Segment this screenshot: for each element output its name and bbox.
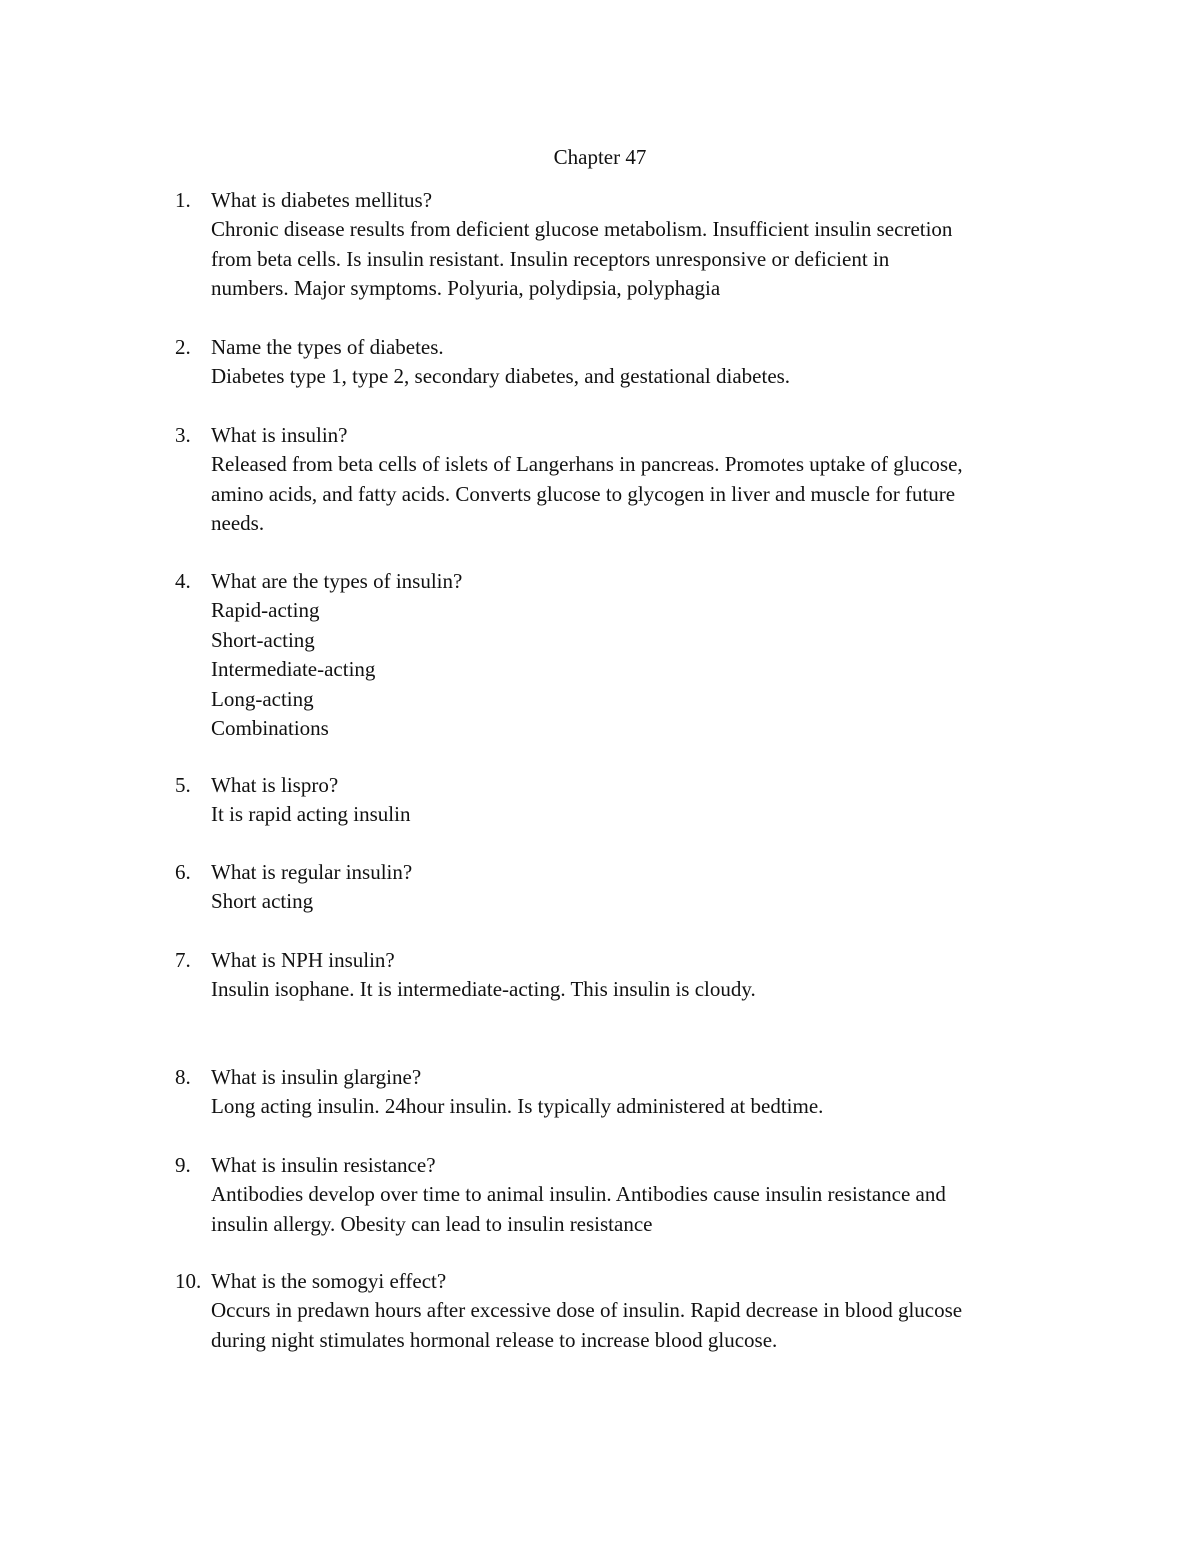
item-body [211,1151,1071,1239]
answer-line: Short acting [211,889,314,914]
item-number: 6. [175,860,191,884]
item-body [211,567,1071,743]
question-text: What is insulin resistance? [211,1153,436,1177]
question-text: What is insulin glargine? [211,1065,422,1089]
answer-line: amino acids, and fatty acids. Converts glucose to glycogen in liver and muscle for future [211,481,956,506]
question-text: Name the types of diabetes. [211,335,444,359]
item-number: 5. [175,773,191,797]
answer-line: from beta cells. Is insulin resistant. Insulin receptors unresponsive or deficient in [211,246,890,271]
page-title: Chapter 47 [553,145,647,169]
answer-line: Chronic disease results from deficient glucose metabolism. Insufficient insulin secretion [211,217,953,242]
item-body [211,1267,1071,1355]
question-text: What are the types of insulin? [211,569,463,593]
answer-line: Long-acting [211,686,314,711]
item-number: 2. [175,335,191,359]
item-number: 7. [175,948,191,972]
item-number: 3. [175,423,191,447]
answer-line: Intermediate-acting [211,657,376,682]
item-body [211,858,1071,917]
answer-line: Insulin isophane. It is intermediate-acting. This insulin is cloudy. [211,977,756,1002]
item-number: 1. [175,188,191,212]
answer-line: It is rapid acting insulin [211,802,411,827]
question-text: What is the somogyi effect? [211,1269,447,1293]
item-number: 9. [175,1153,191,1177]
item-number: 10. [175,1269,202,1293]
answer-line: during night stimulates hormonal release to increase blood glucose. [211,1327,778,1352]
item-body [211,333,1071,392]
answer-line: Occurs in predawn hours after excessive dose of insulin. Rapid decrease in blood glucose [211,1298,963,1323]
item-body [211,946,1071,1005]
answer-line: Released from beta cells of islets of Langerhans in pancreas. Promotes uptake of glucose, [211,452,963,477]
item-body [211,771,1071,830]
item-body [211,186,1071,304]
answer-line: insulin allergy. Obesity can lead to insulin resistance [211,1211,653,1236]
question-text: What is regular insulin? [211,860,413,884]
answer-line: numbers. Major symptoms. Polyuria, polydipsia, polyphagia [211,276,721,301]
answer-line: Rapid-acting [211,598,320,623]
item-body [211,421,1071,539]
answer-line: Long acting insulin. 24hour insulin. Is typically administered at bedtime. [211,1094,824,1119]
item-body [211,1063,1071,1122]
question-text: What is NPH insulin? [211,948,395,972]
item-number: 8. [175,1065,191,1089]
answer-line: Short-acting [211,627,315,652]
question-text: What is diabetes mellitus? [211,188,433,212]
answer-line: Diabetes type 1, type 2, secondary diabetes, and gestational diabetes. [211,364,791,389]
answer-line: needs. [211,511,265,536]
question-text: What is lispro? [211,773,339,797]
question-text: What is insulin? [211,423,348,447]
item-number: 4. [175,569,191,593]
answer-line: Antibodies develop over time to animal insulin. Antibodies cause insulin resistance and [211,1182,946,1207]
answer-line: Combinations [211,716,329,741]
